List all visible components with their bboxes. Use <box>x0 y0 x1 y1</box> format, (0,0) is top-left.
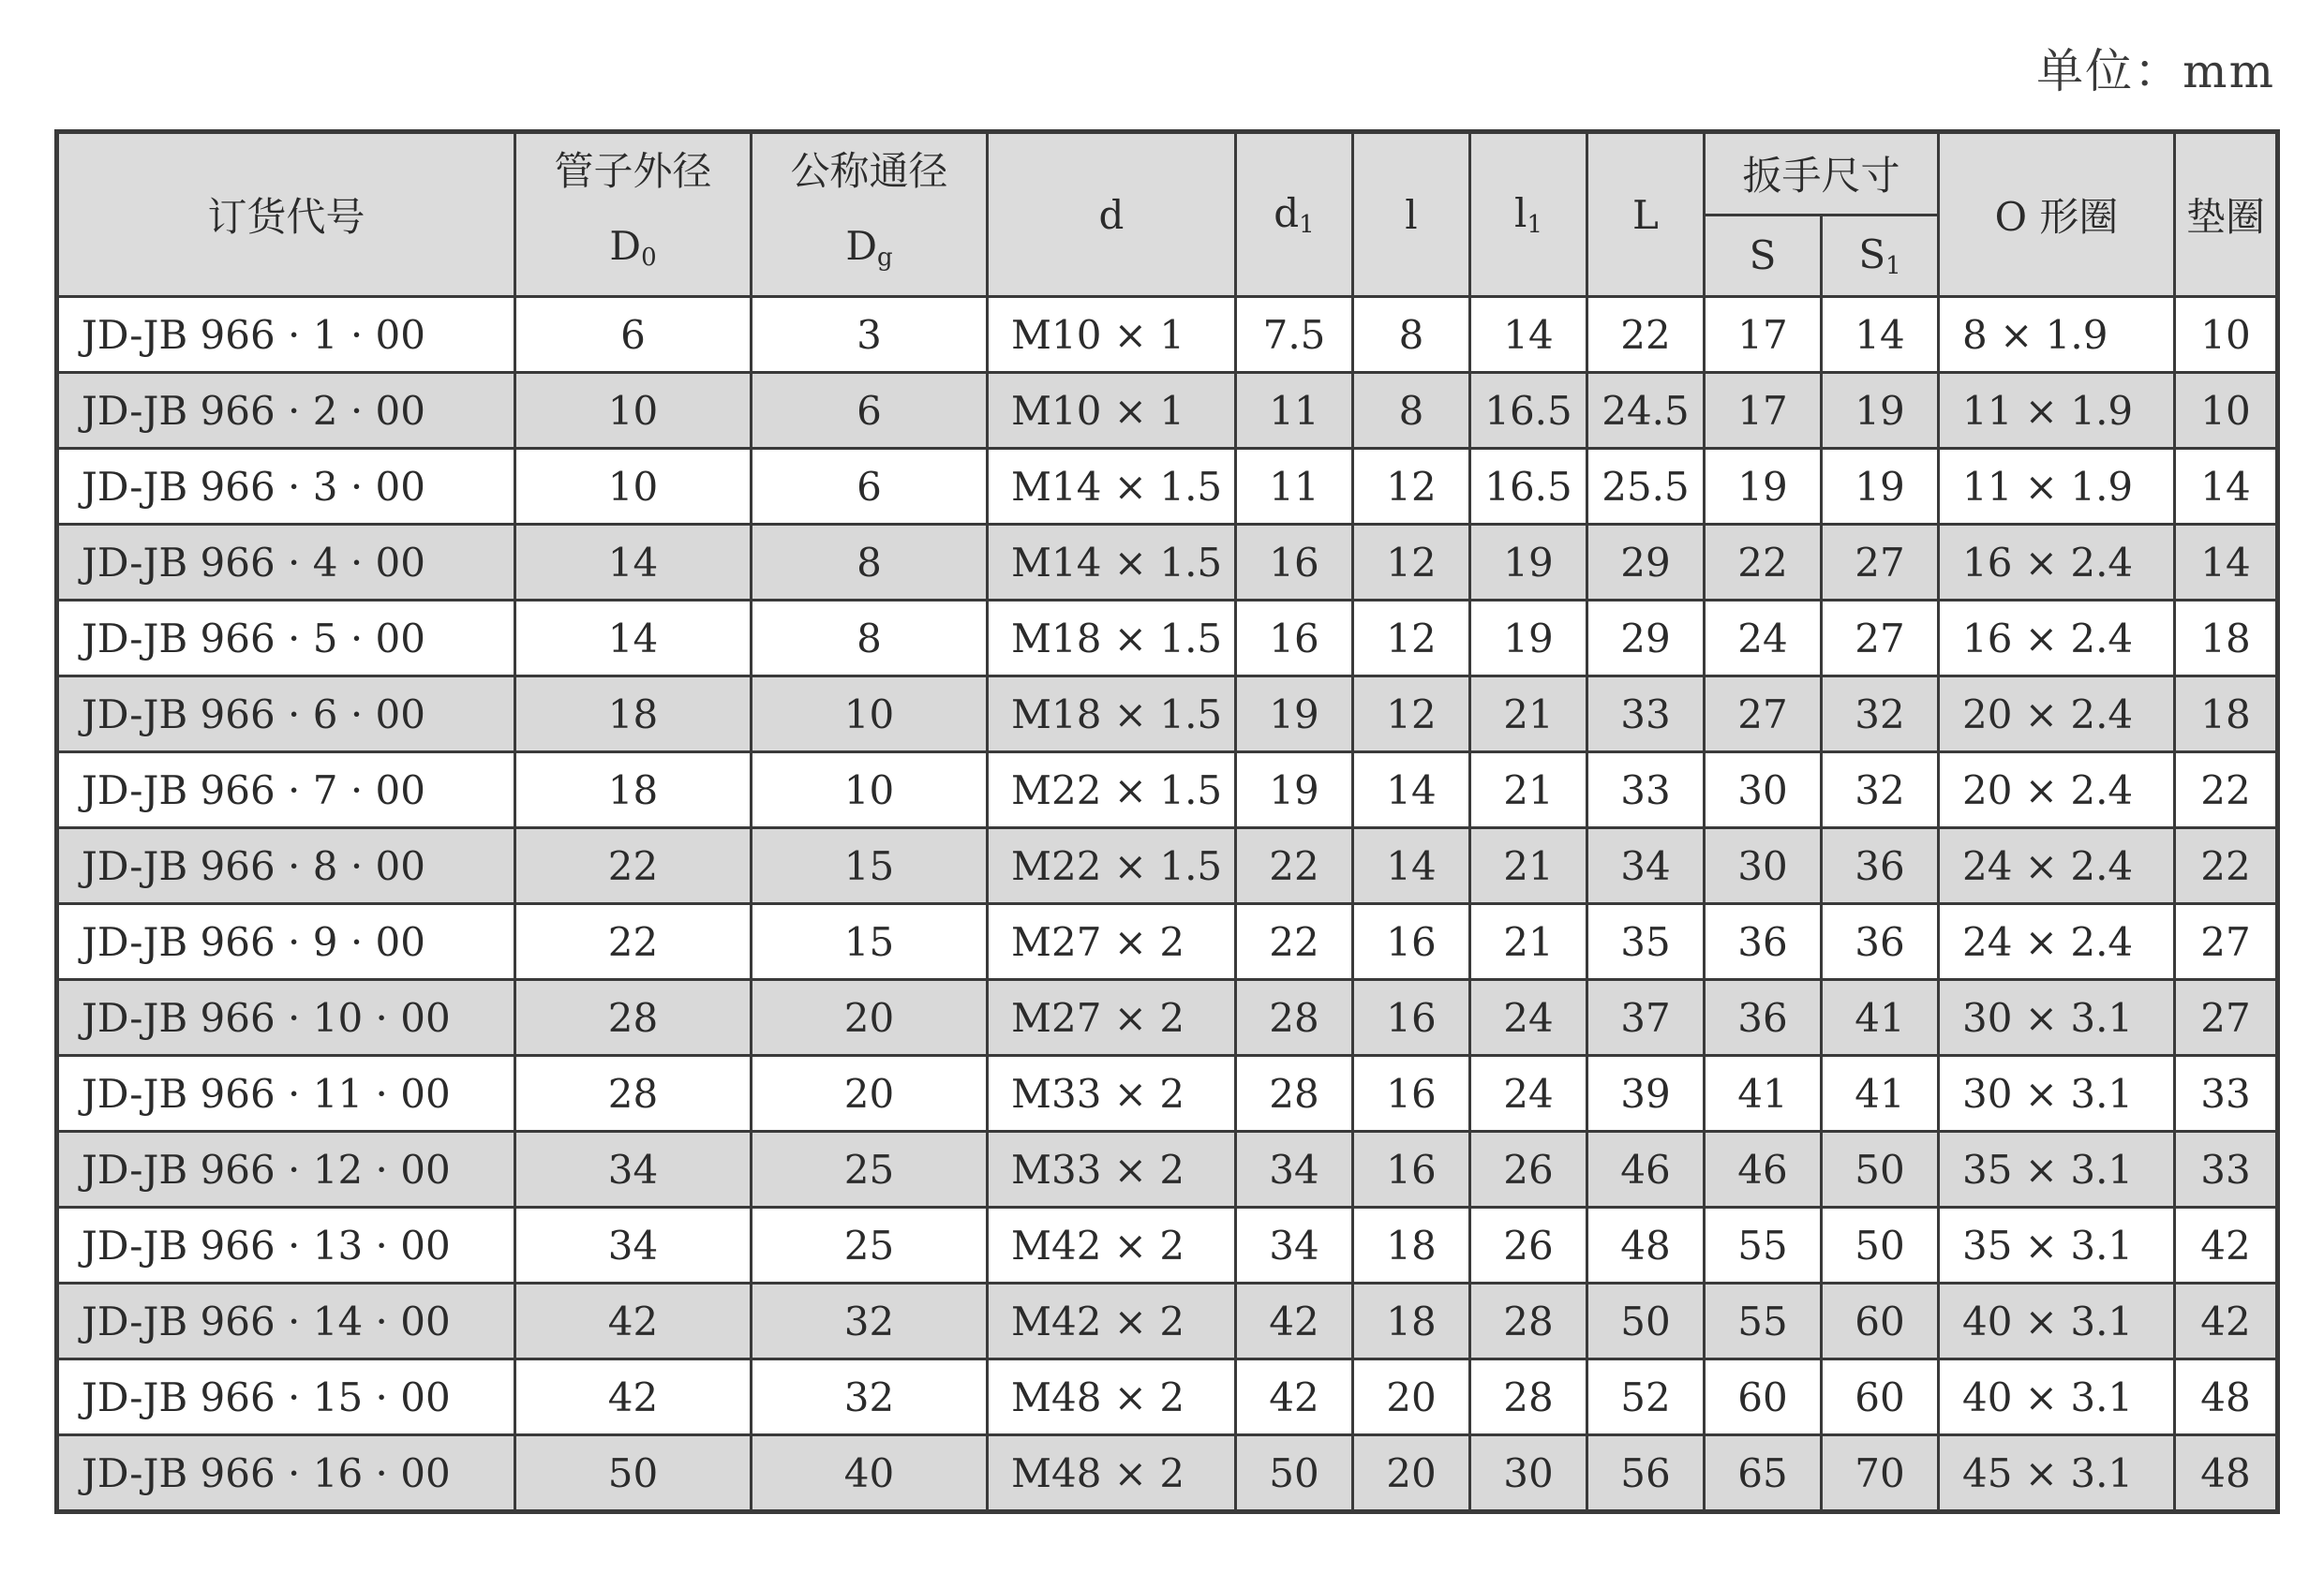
symbol-D0: D <box>609 223 642 269</box>
cell-l1: 19 <box>1470 601 1587 676</box>
cell-gasket: 42 <box>2175 1284 2278 1359</box>
cell-nominal-diameter: 10 <box>752 752 988 828</box>
cell-S: 55 <box>1705 1284 1822 1359</box>
cell-l: 14 <box>1353 828 1470 904</box>
cell-pipe-od: 18 <box>515 752 752 828</box>
table-row <box>57 373 2278 449</box>
table-row <box>57 297 2278 373</box>
cell-thread-d: M33 × 2 <box>988 1132 1236 1208</box>
symbol-d1: d <box>1274 190 1300 236</box>
table-row <box>57 828 2278 904</box>
cell-l1: 24 <box>1470 980 1587 1056</box>
cell-nominal-diameter: 25 <box>752 1208 988 1284</box>
cell-S1: 27 <box>1822 601 1939 676</box>
cell-order-code: JD-JB 966 · 9 · 00 <box>57 904 515 980</box>
header-pipe-outer-diameter <box>515 132 752 297</box>
cell-thread-d: M18 × 1.5 <box>988 601 1236 676</box>
cell-S1: 32 <box>1822 676 1939 752</box>
cell-L: 56 <box>1587 1435 1705 1512</box>
cell-l: 14 <box>1353 752 1470 828</box>
cell-S: 36 <box>1705 904 1822 980</box>
cell-order-code: JD-JB 966 · 3 · 00 <box>57 449 515 525</box>
cell-thread-d: M48 × 2 <box>988 1359 1236 1435</box>
cell-d1: 7.5 <box>1236 297 1353 373</box>
cell-gasket: 48 <box>2175 1435 2278 1512</box>
header-wrench-size: 扳手尺寸 <box>1705 132 1939 215</box>
cell-gasket: 14 <box>2175 525 2278 601</box>
cell-pipe-od: 14 <box>515 601 752 676</box>
cell-d1: 11 <box>1236 449 1353 525</box>
cell-S: 27 <box>1705 676 1822 752</box>
cell-o-ring: 30 × 3.1 <box>1939 1056 2175 1132</box>
cell-S: 24 <box>1705 601 1822 676</box>
cell-d1: 50 <box>1236 1435 1353 1512</box>
header-pipe-od-symbol <box>516 209 750 295</box>
cell-pipe-od: 42 <box>515 1284 752 1359</box>
cell-l: 12 <box>1353 676 1470 752</box>
cell-L: 37 <box>1587 980 1705 1056</box>
cell-d1: 16 <box>1236 525 1353 601</box>
cell-S: 19 <box>1705 449 1822 525</box>
table-body <box>57 297 2278 1512</box>
cell-o-ring: 16 × 2.4 <box>1939 601 2175 676</box>
cell-o-ring: 30 × 3.1 <box>1939 980 2175 1056</box>
cell-d1: 34 <box>1236 1208 1353 1284</box>
cell-l1: 21 <box>1470 904 1587 980</box>
cell-S: 55 <box>1705 1208 1822 1284</box>
cell-L: 29 <box>1587 525 1705 601</box>
cell-l1: 16.5 <box>1470 373 1587 449</box>
cell-pipe-od: 28 <box>515 980 752 1056</box>
cell-nominal-diameter: 25 <box>752 1132 988 1208</box>
cell-l1: 26 <box>1470 1208 1587 1284</box>
cell-thread-d: M27 × 2 <box>988 980 1236 1056</box>
cell-gasket: 27 <box>2175 980 2278 1056</box>
cell-o-ring: 40 × 3.1 <box>1939 1284 2175 1359</box>
cell-nominal-diameter: 6 <box>752 449 988 525</box>
table-row <box>57 449 2278 525</box>
header-d: d <box>988 132 1236 297</box>
cell-S1: 19 <box>1822 449 1939 525</box>
header-d1 <box>1236 132 1353 297</box>
cell-d1: 19 <box>1236 752 1353 828</box>
table-row <box>57 1359 2278 1435</box>
cell-S: 17 <box>1705 373 1822 449</box>
cell-S1: 27 <box>1822 525 1939 601</box>
header-pipe-od-label: 管子外径 <box>554 148 712 194</box>
cell-l1: 16.5 <box>1470 449 1587 525</box>
table-header <box>57 132 2278 297</box>
symbol-l1: l <box>1514 190 1527 236</box>
header-l: l <box>1353 132 1470 297</box>
cell-gasket: 22 <box>2175 752 2278 828</box>
symbol-Dg: D <box>845 223 878 269</box>
cell-pipe-od: 18 <box>515 676 752 752</box>
cell-L: 24.5 <box>1587 373 1705 449</box>
cell-o-ring: 20 × 2.4 <box>1939 752 2175 828</box>
symbol-S1: S <box>1858 230 1886 277</box>
cell-S1: 70 <box>1822 1435 1939 1512</box>
cell-l1: 28 <box>1470 1359 1587 1435</box>
cell-S: 65 <box>1705 1435 1822 1512</box>
cell-gasket: 33 <box>2175 1132 2278 1208</box>
symbol-d1-sub: 1 <box>1299 211 1315 239</box>
cell-order-code: JD-JB 966 · 5 · 00 <box>57 601 515 676</box>
cell-o-ring: 45 × 3.1 <box>1939 1435 2175 1512</box>
cell-S1: 19 <box>1822 373 1939 449</box>
cell-order-code: JD-JB 966 · 13 · 00 <box>57 1208 515 1284</box>
cell-l: 20 <box>1353 1359 1470 1435</box>
cell-order-code: JD-JB 966 · 2 · 00 <box>57 373 515 449</box>
header-nominal-label: 公称通径 <box>790 148 948 194</box>
cell-thread-d: M33 × 2 <box>988 1056 1236 1132</box>
cell-nominal-diameter: 3 <box>752 297 988 373</box>
cell-o-ring: 40 × 3.1 <box>1939 1359 2175 1435</box>
cell-l: 8 <box>1353 297 1470 373</box>
cell-order-code: JD-JB 966 · 8 · 00 <box>57 828 515 904</box>
cell-o-ring: 11 × 1.9 <box>1939 449 2175 525</box>
cell-nominal-diameter: 40 <box>752 1435 988 1512</box>
cell-order-code: JD-JB 966 · 4 · 00 <box>57 525 515 601</box>
cell-pipe-od: 34 <box>515 1132 752 1208</box>
cell-nominal-diameter: 10 <box>752 676 988 752</box>
cell-d1: 42 <box>1236 1284 1353 1359</box>
cell-d1: 22 <box>1236 904 1353 980</box>
cell-order-code: JD-JB 966 · 6 · 00 <box>57 676 515 752</box>
cell-pipe-od: 10 <box>515 449 752 525</box>
cell-pipe-od: 22 <box>515 904 752 980</box>
table-row <box>57 904 2278 980</box>
cell-order-code: JD-JB 966 · 12 · 00 <box>57 1132 515 1208</box>
cell-S1: 36 <box>1822 828 1939 904</box>
cell-pipe-od: 14 <box>515 525 752 601</box>
cell-nominal-diameter: 20 <box>752 1056 988 1132</box>
cell-l: 16 <box>1353 904 1470 980</box>
cell-gasket: 33 <box>2175 1056 2278 1132</box>
cell-d1: 22 <box>1236 828 1353 904</box>
cell-l: 18 <box>1353 1284 1470 1359</box>
cell-S1: 41 <box>1822 980 1939 1056</box>
cell-order-code: JD-JB 966 · 16 · 00 <box>57 1435 515 1512</box>
header-S1 <box>1822 215 1939 296</box>
cell-L: 46 <box>1587 1132 1705 1208</box>
symbol-Dg-sub: g <box>877 244 893 272</box>
table-row <box>57 676 2278 752</box>
cell-S1: 50 <box>1822 1208 1939 1284</box>
cell-S1: 60 <box>1822 1284 1939 1359</box>
cell-l: 12 <box>1353 525 1470 601</box>
cell-nominal-diameter: 15 <box>752 828 988 904</box>
cell-d1: 42 <box>1236 1359 1353 1435</box>
cell-thread-d: M10 × 1 <box>988 297 1236 373</box>
cell-o-ring: 20 × 2.4 <box>1939 676 2175 752</box>
cell-S1: 60 <box>1822 1359 1939 1435</box>
cell-gasket: 22 <box>2175 828 2278 904</box>
cell-thread-d: M48 × 2 <box>988 1435 1236 1512</box>
cell-S1: 41 <box>1822 1056 1939 1132</box>
cell-l: 12 <box>1353 601 1470 676</box>
cell-nominal-diameter: 6 <box>752 373 988 449</box>
cell-pipe-od: 22 <box>515 828 752 904</box>
cell-S: 60 <box>1705 1359 1822 1435</box>
cell-o-ring: 35 × 3.1 <box>1939 1132 2175 1208</box>
header-gasket: 垫圈 <box>2175 132 2278 297</box>
table-row <box>57 601 2278 676</box>
cell-S: 41 <box>1705 1056 1822 1132</box>
table-row <box>57 752 2278 828</box>
cell-order-code: JD-JB 966 · 11 · 00 <box>57 1056 515 1132</box>
table-row <box>57 1208 2278 1284</box>
cell-L: 33 <box>1587 676 1705 752</box>
cell-gasket: 14 <box>2175 449 2278 525</box>
header-l1 <box>1470 132 1587 297</box>
cell-l1: 28 <box>1470 1284 1587 1359</box>
cell-l1: 21 <box>1470 752 1587 828</box>
cell-L: 25.5 <box>1587 449 1705 525</box>
cell-gasket: 42 <box>2175 1208 2278 1284</box>
cell-nominal-diameter: 20 <box>752 980 988 1056</box>
cell-l: 18 <box>1353 1208 1470 1284</box>
header-S: S <box>1705 215 1822 296</box>
cell-S1: 36 <box>1822 904 1939 980</box>
cell-o-ring: 24 × 2.4 <box>1939 828 2175 904</box>
cell-l: 12 <box>1353 449 1470 525</box>
cell-pipe-od: 34 <box>515 1208 752 1284</box>
cell-gasket: 48 <box>2175 1359 2278 1435</box>
cell-pipe-od: 50 <box>515 1435 752 1512</box>
header-L: L <box>1587 132 1705 297</box>
cell-nominal-diameter: 15 <box>752 904 988 980</box>
cell-d1: 16 <box>1236 601 1353 676</box>
table-row <box>57 1056 2278 1132</box>
table-row <box>57 1435 2278 1512</box>
cell-L: 50 <box>1587 1284 1705 1359</box>
cell-pipe-od: 42 <box>515 1359 752 1435</box>
cell-o-ring: 35 × 3.1 <box>1939 1208 2175 1284</box>
cell-pipe-od: 10 <box>515 373 752 449</box>
cell-l1: 14 <box>1470 297 1587 373</box>
cell-nominal-diameter: 32 <box>752 1284 988 1359</box>
cell-L: 33 <box>1587 752 1705 828</box>
cell-nominal-diameter: 32 <box>752 1359 988 1435</box>
header-nominal-diameter <box>752 132 988 297</box>
cell-l: 8 <box>1353 373 1470 449</box>
cell-thread-d: M42 × 2 <box>988 1284 1236 1359</box>
cell-thread-d: M42 × 2 <box>988 1208 1236 1284</box>
symbol-D0-sub: 0 <box>641 244 657 272</box>
cell-L: 22 <box>1587 297 1705 373</box>
header-o-ring: O 形圈 <box>1939 132 2175 297</box>
unit-label: 单位：mm <box>2036 44 2275 98</box>
cell-S1: 50 <box>1822 1132 1939 1208</box>
cell-d1: 34 <box>1236 1132 1353 1208</box>
cell-gasket: 18 <box>2175 601 2278 676</box>
cell-o-ring: 8 × 1.9 <box>1939 297 2175 373</box>
cell-d1: 28 <box>1236 1056 1353 1132</box>
cell-l: 16 <box>1353 1132 1470 1208</box>
cell-S: 30 <box>1705 752 1822 828</box>
cell-d1: 28 <box>1236 980 1353 1056</box>
cell-S: 46 <box>1705 1132 1822 1208</box>
header-order-code: 订货代号 <box>57 132 515 297</box>
cell-o-ring: 11 × 1.9 <box>1939 373 2175 449</box>
symbol-l1-sub: 1 <box>1527 211 1542 239</box>
cell-gasket: 10 <box>2175 373 2278 449</box>
cell-order-code: JD-JB 966 · 1 · 00 <box>57 297 515 373</box>
cell-thread-d: M22 × 1.5 <box>988 752 1236 828</box>
table-row <box>57 525 2278 601</box>
cell-S: 17 <box>1705 297 1822 373</box>
cell-order-code: JD-JB 966 · 10 · 00 <box>57 980 515 1056</box>
cell-thread-d: M27 × 2 <box>988 904 1236 980</box>
cell-S: 36 <box>1705 980 1822 1056</box>
cell-thread-d: M18 × 1.5 <box>988 676 1236 752</box>
cell-nominal-diameter: 8 <box>752 525 988 601</box>
cell-S: 22 <box>1705 525 1822 601</box>
cell-l: 16 <box>1353 1056 1470 1132</box>
cell-L: 35 <box>1587 904 1705 980</box>
cell-l1: 26 <box>1470 1132 1587 1208</box>
cell-l1: 19 <box>1470 525 1587 601</box>
cell-L: 52 <box>1587 1359 1705 1435</box>
cell-order-code: JD-JB 966 · 7 · 00 <box>57 752 515 828</box>
cell-l1: 21 <box>1470 676 1587 752</box>
cell-gasket: 18 <box>2175 676 2278 752</box>
cell-S1: 32 <box>1822 752 1939 828</box>
cell-S: 30 <box>1705 828 1822 904</box>
cell-pipe-od: 6 <box>515 297 752 373</box>
table-row <box>57 1132 2278 1208</box>
cell-gasket: 27 <box>2175 904 2278 980</box>
cell-d1: 11 <box>1236 373 1353 449</box>
cell-o-ring: 16 × 2.4 <box>1939 525 2175 601</box>
symbol-S1-sub: 1 <box>1885 251 1901 280</box>
cell-l: 16 <box>1353 980 1470 1056</box>
cell-thread-d: M10 × 1 <box>988 373 1236 449</box>
fitting-spec-table <box>54 129 2280 1514</box>
cell-L: 48 <box>1587 1208 1705 1284</box>
cell-d1: 19 <box>1236 676 1353 752</box>
cell-thread-d: M14 × 1.5 <box>988 449 1236 525</box>
cell-thread-d: M14 × 1.5 <box>988 525 1236 601</box>
cell-l: 20 <box>1353 1435 1470 1512</box>
cell-gasket: 10 <box>2175 297 2278 373</box>
cell-L: 34 <box>1587 828 1705 904</box>
table-row <box>57 980 2278 1056</box>
table-row <box>57 1284 2278 1359</box>
cell-l1: 21 <box>1470 828 1587 904</box>
cell-o-ring: 24 × 2.4 <box>1939 904 2175 980</box>
cell-l1: 30 <box>1470 1435 1587 1512</box>
cell-nominal-diameter: 8 <box>752 601 988 676</box>
cell-L: 39 <box>1587 1056 1705 1132</box>
cell-pipe-od: 28 <box>515 1056 752 1132</box>
cell-order-code: JD-JB 966 · 15 · 00 <box>57 1359 515 1435</box>
header-nominal-symbol <box>752 209 986 295</box>
cell-S1: 14 <box>1822 297 1939 373</box>
cell-thread-d: M22 × 1.5 <box>988 828 1236 904</box>
cell-order-code: JD-JB 966 · 14 · 00 <box>57 1284 515 1359</box>
cell-l1: 24 <box>1470 1056 1587 1132</box>
cell-L: 29 <box>1587 601 1705 676</box>
